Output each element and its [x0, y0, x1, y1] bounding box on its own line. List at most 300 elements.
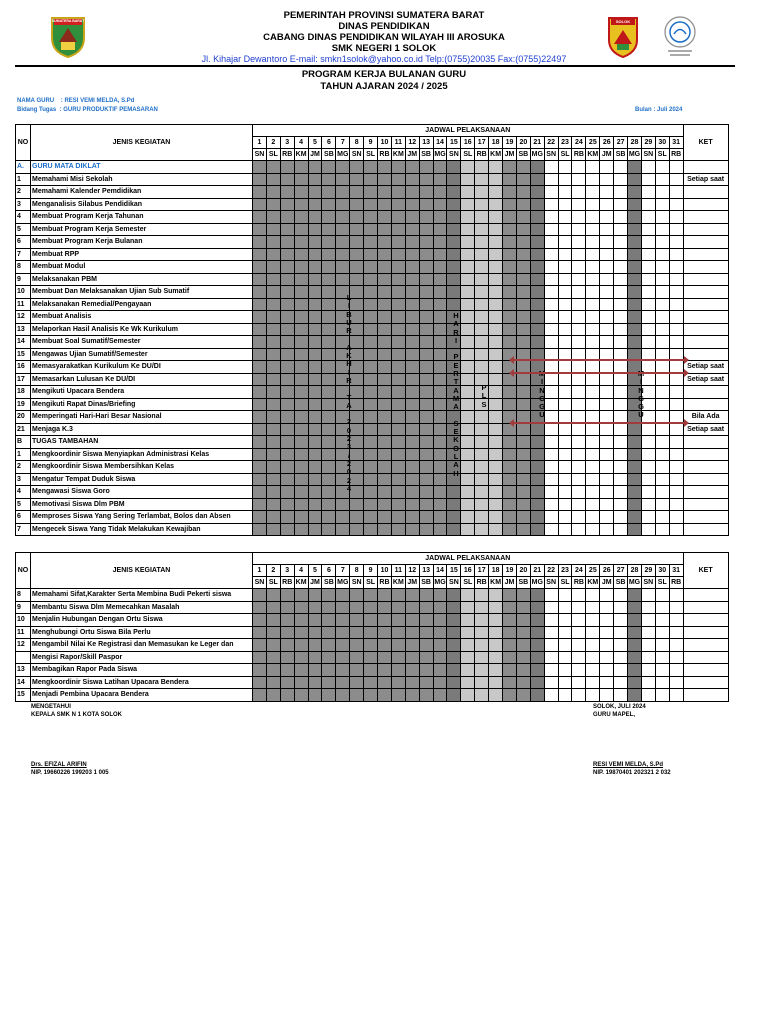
schedule-cell — [266, 173, 280, 186]
schedule-cell — [364, 236, 378, 249]
schedule-cell — [669, 511, 683, 524]
schedule-cell — [461, 651, 475, 664]
schedule-cell — [391, 639, 405, 652]
schedule-cell — [586, 523, 600, 536]
schedule-cell — [600, 211, 614, 224]
schedule-cell — [350, 639, 364, 652]
schedule-cell — [433, 373, 447, 386]
schedule-cell — [419, 448, 433, 461]
schedule-cell — [655, 676, 669, 689]
schedule-cell — [489, 461, 503, 474]
schedule-cell — [266, 523, 280, 536]
schedule-cell — [544, 248, 558, 261]
schedule-cell — [655, 626, 669, 639]
schedule-cell — [544, 486, 558, 499]
schedule-cell — [530, 473, 544, 486]
schedule-cell — [614, 614, 628, 627]
schedule-cell — [628, 523, 642, 536]
schedule-cell — [628, 173, 642, 186]
schedule-cell — [503, 398, 517, 411]
header-school: SMK NEGERI 1 SOLOK — [331, 43, 437, 54]
schedule-cell — [503, 473, 517, 486]
schedule-cell — [447, 261, 461, 274]
schedule-cell — [586, 589, 600, 602]
schedule-cell — [461, 423, 475, 436]
schedule-cell — [419, 461, 433, 474]
schedule-cell — [294, 336, 308, 349]
schedule-cell — [544, 436, 558, 449]
schedule-cell — [419, 348, 433, 361]
schedule-cell — [405, 286, 419, 299]
schedule-cell — [447, 198, 461, 211]
row-number: 9 — [16, 601, 31, 614]
schedule-cell — [433, 589, 447, 602]
schedule-cell — [641, 298, 655, 311]
schedule-cell — [544, 498, 558, 511]
day-name: SL — [461, 577, 475, 589]
schedule-cell — [280, 626, 294, 639]
day-name: RB — [378, 577, 392, 589]
schedule-cell — [364, 639, 378, 652]
day-name: KM — [391, 149, 405, 161]
schedule-cell — [614, 223, 628, 236]
schedule-cell — [266, 248, 280, 261]
schedule-cell — [405, 689, 419, 702]
day-name: SN — [447, 577, 461, 589]
schedule-cell — [322, 336, 336, 349]
schedule-cell — [322, 373, 336, 386]
schedule-cell — [280, 689, 294, 702]
schedule-cell — [253, 511, 267, 524]
schedule-cell — [600, 261, 614, 274]
sig-principal-name: Drs. EFIZAL ARIFIN — [31, 762, 87, 768]
schedule-cell — [378, 664, 392, 677]
activity-schedule-table-2 — [15, 552, 729, 702]
schedule-cell — [503, 248, 517, 261]
schedule-cell — [614, 236, 628, 249]
schedule-cell — [294, 601, 308, 614]
schedule-cell — [378, 436, 392, 449]
day-name: RB — [475, 577, 489, 589]
schedule-cell — [336, 601, 350, 614]
schedule-cell — [280, 511, 294, 524]
schedule-cell — [322, 651, 336, 664]
schedule-cell — [516, 461, 530, 474]
schedule-cell — [669, 436, 683, 449]
table-row — [16, 198, 729, 211]
schedule-cell — [253, 436, 267, 449]
schedule-cell — [405, 336, 419, 349]
schedule-cell — [516, 373, 530, 386]
schedule-cell — [280, 161, 294, 174]
schedule-cell — [322, 589, 336, 602]
schedule-cell — [266, 286, 280, 299]
day-name: JM — [308, 577, 322, 589]
schedule-cell — [336, 236, 350, 249]
schedule-cell — [461, 198, 475, 211]
day-number: 10 — [378, 565, 392, 577]
activity-name: Membuat Soal Sumatif/Semester — [31, 336, 253, 349]
schedule-cell — [558, 423, 572, 436]
schedule-cell — [266, 211, 280, 224]
schedule-cell — [516, 386, 530, 399]
schedule-cell — [308, 398, 322, 411]
schedule-cell — [364, 486, 378, 499]
schedule-cell — [586, 173, 600, 186]
right-logo-text: SOLOK — [615, 19, 631, 24]
schedule-cell — [628, 323, 642, 336]
schedule-cell — [378, 589, 392, 602]
schedule-cell — [489, 473, 503, 486]
schedule-cell — [378, 601, 392, 614]
schedule-cell — [294, 223, 308, 236]
schedule-cell — [641, 664, 655, 677]
row-number: 8 — [16, 261, 31, 274]
schedule-cell — [475, 348, 489, 361]
schedule-cell — [308, 676, 322, 689]
schedule-cell — [378, 676, 392, 689]
day-name: KM — [489, 149, 503, 161]
schedule-cell — [253, 651, 267, 664]
schedule-cell — [322, 161, 336, 174]
schedule-cell — [503, 261, 517, 274]
schedule-cell — [405, 236, 419, 249]
schedule-cell — [253, 461, 267, 474]
schedule-cell — [391, 386, 405, 399]
schedule-cell — [614, 273, 628, 286]
schedule-cell — [655, 498, 669, 511]
schedule-cell — [489, 614, 503, 627]
schedule-cell — [266, 626, 280, 639]
schedule-cell — [433, 211, 447, 224]
schedule-cell — [655, 298, 669, 311]
schedule-cell — [669, 664, 683, 677]
schedule-cell — [266, 386, 280, 399]
schedule-cell — [433, 298, 447, 311]
day-name: JM — [503, 149, 517, 161]
schedule-cell — [461, 286, 475, 299]
schedule-cell — [253, 639, 267, 652]
schedule-cell — [558, 286, 572, 299]
schedule-cell — [308, 273, 322, 286]
schedule-cell — [655, 589, 669, 602]
schedule-cell — [516, 676, 530, 689]
schedule-cell — [308, 639, 322, 652]
schedule-cell — [655, 211, 669, 224]
schedule-cell — [475, 486, 489, 499]
schedule-cell — [280, 589, 294, 602]
table-row — [16, 601, 729, 614]
schedule-cell — [572, 186, 586, 199]
schedule-cell — [544, 423, 558, 436]
schedule-cell — [669, 689, 683, 702]
schedule-cell — [378, 198, 392, 211]
schedule-cell — [280, 348, 294, 361]
schedule-cell — [600, 323, 614, 336]
schedule-cell — [669, 161, 683, 174]
schedule-cell — [461, 323, 475, 336]
row-number: 20 — [16, 411, 31, 424]
schedule-cell — [489, 423, 503, 436]
table-row — [16, 186, 729, 199]
schedule-cell — [308, 436, 322, 449]
schedule-cell — [475, 236, 489, 249]
schedule-cell — [628, 486, 642, 499]
schedule-cell — [600, 689, 614, 702]
schedule-cell — [530, 689, 544, 702]
day-number: 1 — [253, 565, 267, 577]
schedule-cell — [419, 511, 433, 524]
remark-cell — [683, 273, 728, 286]
day-name: MG — [628, 577, 642, 589]
schedule-cell — [489, 601, 503, 614]
schedule-cell — [419, 286, 433, 299]
remark-cell — [683, 248, 728, 261]
schedule-cell — [558, 161, 572, 174]
schedule-cell — [433, 398, 447, 411]
schedule-cell — [419, 423, 433, 436]
header-branch: CABANG DINAS PENDIDIKAN WILAYAH III AROSUKA — [263, 32, 505, 43]
schedule-cell — [308, 161, 322, 174]
table-row — [16, 248, 729, 261]
day-name: JM — [503, 577, 517, 589]
remark-cell — [683, 498, 728, 511]
schedule-cell — [308, 223, 322, 236]
day-number: 16 — [461, 137, 475, 149]
day-number: 17 — [475, 137, 489, 149]
schedule-cell — [280, 236, 294, 249]
schedule-cell — [475, 211, 489, 224]
schedule-cell — [350, 248, 364, 261]
schedule-cell — [266, 161, 280, 174]
schedule-cell — [419, 411, 433, 424]
schedule-cell — [586, 248, 600, 261]
schedule-cell — [294, 664, 308, 677]
row-number: 4 — [16, 486, 31, 499]
activity-name: Menjalin Hubungan Dengan Ortu Siswa — [31, 614, 253, 627]
schedule-cell — [614, 639, 628, 652]
schedule-cell — [253, 236, 267, 249]
remark-cell — [683, 223, 728, 236]
day-name: SL — [266, 577, 280, 589]
schedule-cell — [475, 473, 489, 486]
day-name: MG — [530, 149, 544, 161]
table-row — [16, 173, 729, 186]
schedule-cell — [405, 173, 419, 186]
schedule-cell — [641, 436, 655, 449]
schedule-cell — [461, 386, 475, 399]
activity-name: Membantu Siswa Dlm Memecahkan Masalah — [31, 601, 253, 614]
schedule-cell — [489, 626, 503, 639]
schedule-cell — [322, 448, 336, 461]
schedule-cell — [530, 461, 544, 474]
schedule-cell — [405, 186, 419, 199]
schedule-cell — [433, 436, 447, 449]
schedule-cell — [280, 198, 294, 211]
day-number: 29 — [641, 137, 655, 149]
schedule-cell — [558, 236, 572, 249]
schedule-cell — [669, 236, 683, 249]
schedule-cell — [336, 589, 350, 602]
schedule-cell — [516, 273, 530, 286]
schedule-cell — [280, 373, 294, 386]
schedule-cell — [280, 461, 294, 474]
schedule-cell — [253, 223, 267, 236]
schedule-cell — [530, 161, 544, 174]
schedule-cell — [461, 248, 475, 261]
schedule-cell — [530, 676, 544, 689]
schedule-cell — [308, 261, 322, 274]
schedule-cell — [628, 676, 642, 689]
schedule-cell — [503, 448, 517, 461]
schedule-cell — [489, 236, 503, 249]
row-number: 2 — [16, 186, 31, 199]
day-name: MG — [336, 149, 350, 161]
schedule-cell — [544, 676, 558, 689]
schedule-cell — [391, 348, 405, 361]
schedule-cell — [641, 223, 655, 236]
schedule-cell — [461, 486, 475, 499]
schedule-cell — [322, 211, 336, 224]
schedule-cell — [419, 436, 433, 449]
activity-name: Memasyarakatkan Kurikulum Ke DU/DI — [31, 361, 253, 374]
schedule-cell — [461, 676, 475, 689]
schedule-cell — [253, 423, 267, 436]
table-row — [16, 448, 729, 461]
schedule-cell — [475, 523, 489, 536]
schedule-cell — [308, 186, 322, 199]
day-name: SL — [558, 149, 572, 161]
schedule-cell — [516, 626, 530, 639]
schedule-cell — [419, 173, 433, 186]
schedule-cell — [489, 523, 503, 536]
schedule-cell — [405, 626, 419, 639]
schedule-cell — [253, 626, 267, 639]
schedule-cell — [461, 348, 475, 361]
schedule-cell — [433, 461, 447, 474]
schedule-cell — [419, 261, 433, 274]
schedule-cell — [489, 486, 503, 499]
table-row — [16, 336, 729, 349]
activity-name: Melaksanakan PBM — [31, 273, 253, 286]
schedule-cell — [308, 298, 322, 311]
schedule-cell — [419, 651, 433, 664]
schedule-cell — [308, 373, 322, 386]
schedule-cell — [308, 386, 322, 399]
row-number: 13 — [16, 664, 31, 677]
col-header-activity: JENIS KEGIATAN — [31, 125, 253, 161]
activity-name: Mengkoordinir Siswa Latihan Upacara Bendera — [31, 676, 253, 689]
schedule-cell — [475, 689, 489, 702]
table-row — [16, 286, 729, 299]
table-row — [16, 626, 729, 639]
schedule-cell — [669, 486, 683, 499]
schedule-cell — [516, 523, 530, 536]
schedule-cell — [266, 361, 280, 374]
schedule-cell — [503, 336, 517, 349]
schedule-cell — [544, 614, 558, 627]
schedule-cell — [266, 473, 280, 486]
day-number: 2 — [266, 137, 280, 149]
schedule-cell — [544, 651, 558, 664]
schedule-cell — [280, 336, 294, 349]
schedule-cell — [586, 236, 600, 249]
schedule-cell — [475, 311, 489, 324]
schedule-cell — [489, 639, 503, 652]
schedule-cell — [558, 626, 572, 639]
schedule-cell — [350, 211, 364, 224]
schedule-cell — [655, 198, 669, 211]
schedule-cell — [572, 639, 586, 652]
schedule-cell — [641, 198, 655, 211]
schedule-cell — [489, 273, 503, 286]
schedule-cell — [253, 473, 267, 486]
schedule-cell — [544, 323, 558, 336]
schedule-cell — [253, 186, 267, 199]
schedule-cell — [405, 651, 419, 664]
schedule-cell — [530, 236, 544, 249]
schedule-cell — [461, 411, 475, 424]
schedule-cell — [378, 273, 392, 286]
schedule-cell — [391, 461, 405, 474]
schedule-cell — [294, 386, 308, 399]
schedule-cell — [419, 211, 433, 224]
schedule-cell — [308, 411, 322, 424]
day-number: 8 — [350, 565, 364, 577]
sig-teacher-name: RESI VEMI MELDA, S.Pd — [593, 762, 664, 768]
schedule-cell — [322, 473, 336, 486]
schedule-cell — [516, 198, 530, 211]
schedule-cell — [350, 589, 364, 602]
schedule-cell — [308, 601, 322, 614]
schedule-cell — [544, 186, 558, 199]
schedule-cell — [530, 311, 544, 324]
schedule-cell — [461, 273, 475, 286]
schedule-cell — [350, 626, 364, 639]
schedule-cell — [336, 689, 350, 702]
schedule-cell — [294, 286, 308, 299]
schedule-cell — [600, 273, 614, 286]
schedule-cell — [614, 373, 628, 386]
day-name: RB — [572, 577, 586, 589]
schedule-cell — [516, 223, 530, 236]
schedule-cell — [391, 361, 405, 374]
schedule-cell — [669, 186, 683, 199]
schedule-cell — [544, 161, 558, 174]
schedule-cell — [669, 261, 683, 274]
schedule-cell — [600, 373, 614, 386]
day-number: 27 — [614, 137, 628, 149]
remark-cell — [683, 298, 728, 311]
schedule-cell — [544, 311, 558, 324]
schedule-cell — [461, 461, 475, 474]
schedule-cell — [405, 398, 419, 411]
schedule-cell — [308, 511, 322, 524]
schedule-cell — [669, 286, 683, 299]
day-number: 4 — [294, 137, 308, 149]
schedule-cell — [572, 198, 586, 211]
schedule-cell — [405, 198, 419, 211]
schedule-cell — [364, 386, 378, 399]
day-name: JM — [308, 149, 322, 161]
day-name: SB — [614, 577, 628, 589]
day-number: 17 — [475, 565, 489, 577]
schedule-cell — [294, 211, 308, 224]
schedule-cell — [280, 676, 294, 689]
schedule-cell — [266, 676, 280, 689]
schedule-cell — [628, 336, 642, 349]
schedule-cell — [280, 651, 294, 664]
